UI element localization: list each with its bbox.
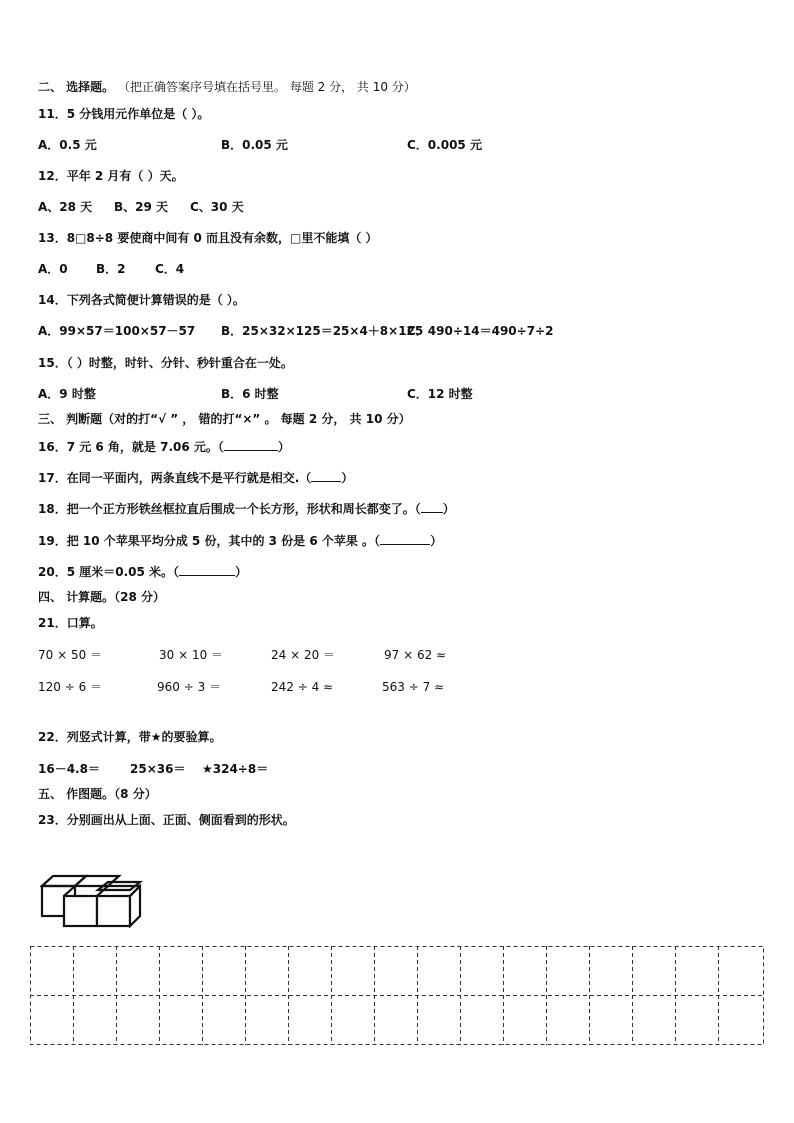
q14-option-a: A．99×57＝100×57－57 bbox=[38, 324, 196, 338]
answer-blank[interactable] bbox=[311, 469, 341, 482]
section-4-heading: 四、 计算题。（28 分） bbox=[38, 590, 166, 604]
q12-option-b: B、29 天 bbox=[114, 200, 169, 214]
q15-option-c: C．12 时整 bbox=[407, 387, 473, 401]
oral-calc-item: 563 ÷ 7 ≈ bbox=[382, 680, 445, 694]
answer-blank[interactable] bbox=[224, 438, 278, 451]
q14-option-c: C．490÷14＝490÷7÷2 bbox=[407, 324, 554, 338]
section-2-heading: 二、 选择题。 （把正确答案序号填在括号里。 每题 2 分， 共 10 分） bbox=[38, 80, 416, 94]
vertical-calc-item: 16－4.8＝ bbox=[38, 762, 100, 776]
q15-option-b: B．6 时整 bbox=[221, 387, 279, 401]
question-14: 14．下列各式简便计算错误的是（ ）。 bbox=[38, 293, 245, 307]
question-21: 21．口算。 bbox=[38, 616, 103, 630]
oral-calc-item: 120 ÷ 6 ＝ bbox=[38, 680, 103, 694]
question-12: 12．平年 2 月有（ ）天。 bbox=[38, 169, 184, 183]
q11-option-a: A．0.5 元 bbox=[38, 138, 97, 152]
q12-option-a: A、28 天 bbox=[38, 200, 93, 214]
q11-option-b: B．0.05 元 bbox=[221, 138, 288, 152]
cube-stack-figure bbox=[40, 874, 145, 928]
q11-option-c: C．0.005 元 bbox=[407, 138, 482, 152]
section-3-heading: 三、 判断题（对的打“√ ” ， 错的打“×” 。 每题 2 分， 共 10 分） bbox=[38, 412, 411, 426]
answer-blank[interactable] bbox=[179, 563, 235, 576]
q14-option-b: B．25×32×125＝25×4＋8×125 bbox=[221, 324, 424, 338]
question-19: 19．把 10 个苹果平均分成 5 份，其中的 3 份是 6 个苹果 。（ ） bbox=[38, 534, 443, 548]
q12-option-c: C、30 天 bbox=[190, 200, 244, 214]
oral-calc-item: 97 × 62 ≈ bbox=[384, 648, 447, 662]
question-13: 13．8□8÷8 要使商中间有 0 而且没有余数，□里不能填（ ） bbox=[38, 231, 378, 245]
question-11: 11．5 分钱用元作单位是（ ）。 bbox=[38, 107, 210, 121]
drawing-grid[interactable] bbox=[30, 946, 766, 1048]
q13-option-a: A．0 bbox=[38, 262, 68, 276]
question-22: 22．列竖式计算，带★的要验算。 bbox=[38, 730, 222, 744]
question-16: 16．7 元 6 角，就是 7.06 元。（ ） bbox=[38, 440, 290, 454]
question-15: 15．（ ）时整，时针、分针、秒针重合在一处。 bbox=[38, 356, 293, 370]
oral-calc-item: 242 ÷ 4 ≈ bbox=[271, 680, 334, 694]
q15-option-a: A．9 时整 bbox=[38, 387, 96, 401]
answer-blank[interactable] bbox=[380, 532, 430, 545]
q13-option-b: B．2 bbox=[96, 262, 126, 276]
vertical-calc-item: ★324÷8＝ bbox=[202, 762, 269, 776]
question-23: 23．分别画出从上面、正面、侧面看到的形状。 bbox=[38, 813, 295, 827]
question-17: 17．在同一平面内，两条直线不是平行就是相交.（ ） bbox=[38, 471, 354, 485]
oral-calc-item: 24 × 20 ＝ bbox=[271, 648, 336, 662]
vertical-calc-item: 25×36＝ bbox=[130, 762, 186, 776]
oral-calc-item: 70 × 50 ＝ bbox=[38, 648, 103, 662]
question-18: 18．把一个正方形铁丝框拉直后围成一个长方形，形状和周长都变了。（ ） bbox=[38, 502, 455, 516]
answer-blank[interactable] bbox=[421, 500, 443, 513]
section-5-heading: 五、 作图题。（8 分） bbox=[38, 787, 157, 801]
oral-calc-item: 960 ÷ 3 ＝ bbox=[157, 680, 222, 694]
question-20: 20．5 厘米＝0.05 米。（ ） bbox=[38, 565, 248, 579]
oral-calc-item: 30 × 10 ＝ bbox=[159, 648, 224, 662]
q13-option-c: C．4 bbox=[155, 262, 185, 276]
